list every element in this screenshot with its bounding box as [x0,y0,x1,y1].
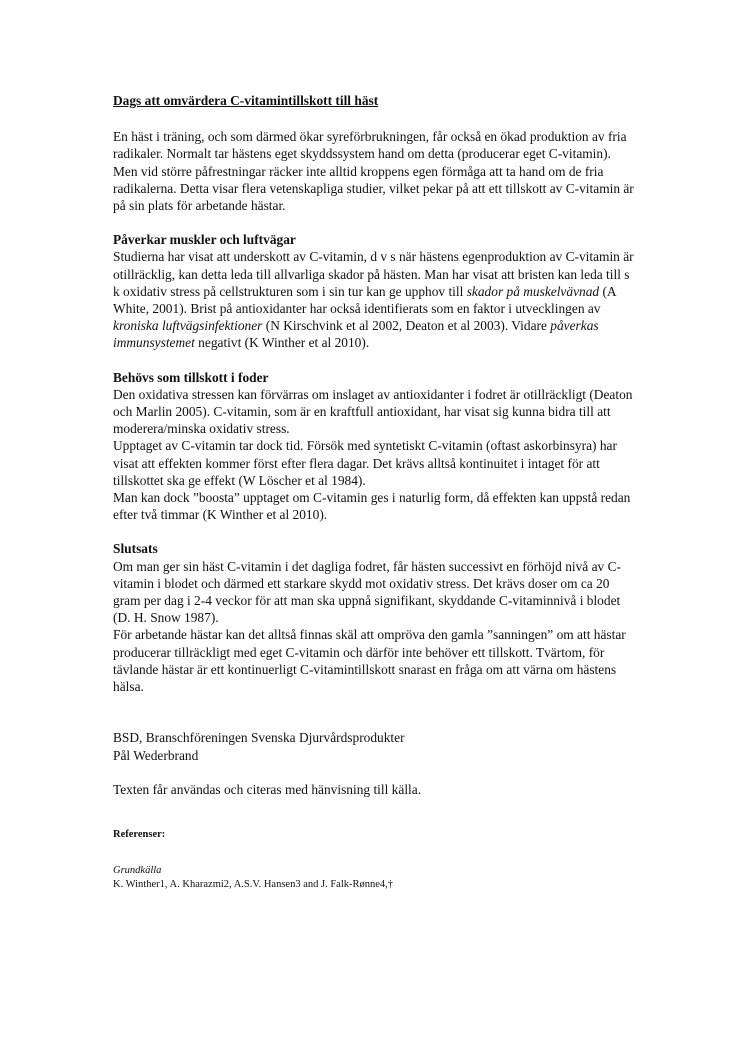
signature-block [113,729,638,763]
section-paragraph: För arbetande hästar kan det alltså finnas skäl att ompröva den gamla ”sanningen” om att hästar producerar tillräckligt med eget C-vitamin och därför inte behöver ett tillskott. Tvärtom, för tävlande hästar är ett kontinuerligt C-vitamintillskott snarast en fråga om att värna om hästens hälsa. [113,627,626,695]
section-paragraph: Den oxidativa stressen kan förvärras om inslaget av antioxidanter i fodret är otillräckligt (Deaton och Marlin 2005). C-vitamin, som är en kraftfull antioxidant, har visat sig kunna bidra till att moderera/minska oxidativ stress. [113,386,633,437]
signature-org: BSD, Branschföreningen Svenska Djurvårdsprodukter [113,730,405,746]
section-paragraph: Om man ger sin häst C-vitamin i det dagliga fodret, får hästen successivt en förhöjd nivå av C-vitamin i blodet och därmed ett starkare skydd mot oxidativ stress. Det krävs doser om ca 20 gram per dag i 2-4 veckor för att man ska uppnå signifikant, skyddande C-vitaminnivå i blodet (D. H. Snow 1987). [113,558,621,626]
spacer [113,712,638,729]
emphasis-text: skador på muskelvävnad [466,283,600,299]
section-muscles-airways [113,231,638,351]
signature-person: Pål Wederbrand [113,747,199,763]
section-heading: Behövs som tillskott i foder [113,369,269,385]
section-paragraph: Upptaget av C-vitamin tar dock tid. Försök med syntetiskt C-vitamin (oftast askorbinsyra) har visat att effekten kommer först efter flera dagar. Det krävs alltså kontinuitet i intaget för att tillskottet ska ge effekt (W Löscher et al 1984). [113,438,617,488]
intro-paragraph: En häst i träning, och som därmed ökar syreförbrukningen, får också en ökad produktion av fria radikaler. Normalt tar hästens eget skyddssystem hand om detta (producerar eget C-vitamin). Men vid större påfrestningar räcker inte alltid kroppens egen förmåga att ta hand om de fria radikalerna. Detta visar flera vetenskapliga studier, vilket pekar på att ett tillskott av C-vitamin är på sin plats för arbetande hästar. [113,129,634,214]
text-run: (A White, 2001). Brist på antioxidanter har också identifierats som en faktor i utvecklingen av [113,283,616,317]
document-page [113,92,638,892]
document-title: Dags att omvärdera C-vitamintillskott till häst [113,93,379,108]
section-paragraph: Man kan dock ”boosta” upptaget om C-vitamin ges i naturlig form, då effekten kan uppstå redan efter två timmar (K Winther et al 2010). [113,490,631,523]
emphasis-text: påverkas immunsystemet [113,318,599,351]
text-run: (N Kirschvink et al 2002, Deaton et al 2003). Vidare [262,318,551,334]
references-subheading: Grundkälla [113,864,162,876]
text-run: Studierna har visat att underskott av C-vitamin, d v s när hästens egenproduktion av C-vitamin är otillräcklig, kan detta leda till allvarliga skador på hästen. Man har visat att bristen kan leda till s k oxidativ stress på cellstrukturen som i sin tur kan ge upphov till [113,249,634,299]
section-paragraph [113,248,638,351]
emphasis-text: kroniska luftvägsinfektioner [113,318,263,334]
references-heading: Referenser: [113,828,166,840]
references-authors: K. Winther1, A. Kharazmi2, A.S.V. Hansen3 and J. Falk-Rønne4,† [113,878,394,890]
usage-note: Texten får användas och citeras med hänvisning till källa. [113,781,422,797]
text-run: negativt (K Winther et al 2010). [194,335,370,351]
section-heading: Slutsats [113,541,158,557]
section-heading: Påverkar muskler och luftvägar [113,232,296,248]
section-supplement [113,369,638,524]
section-conclusion [113,540,638,695]
